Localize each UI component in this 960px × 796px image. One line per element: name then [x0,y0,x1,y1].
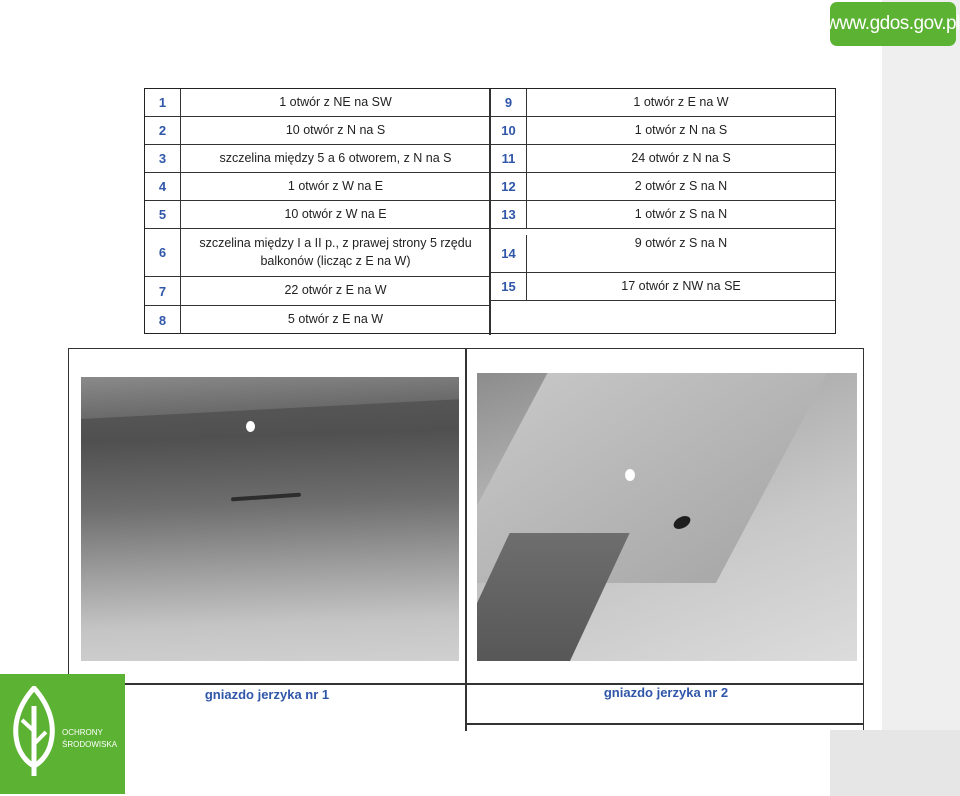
row-description: 1 otwór z S na N [634,206,728,221]
row-description: 1 otwór z E na W [633,94,729,109]
table-row [145,277,490,306]
row-description: 10 otwór z N na S [285,122,386,137]
row-description: 24 otwór z N na S [631,150,731,165]
photo-panel [68,348,864,730]
page-margin-right [882,0,960,796]
photo-crack [231,493,301,502]
table-row [145,173,490,201]
table-row [145,306,490,334]
row-number: 2 [145,117,181,144]
panel-divider [465,349,467,731]
panel-divider [465,723,863,725]
table-row [145,145,490,173]
website-url-badge[interactable]: www.gdos.gov.pl [830,2,956,46]
row-description: 2 otwór z S na N [634,178,728,193]
photo-flash-spot [625,469,635,481]
row-number: 11 [491,145,527,172]
table-row [491,89,835,117]
page-margin-bottom [830,730,960,796]
photo-ceiling [81,377,459,419]
logo-text-line2: ŚRODOWISKA [62,740,118,749]
photo-flash-spot [246,421,255,432]
row-description: 9 otwór z S na N [634,236,728,250]
row-description: 1 otwór z N na S [634,122,728,137]
table-row [491,273,835,301]
table-row [491,201,835,229]
table-row [145,201,490,229]
table-right-column [491,89,835,335]
row-description: 22 otwór z E na W [284,283,387,298]
table-row [145,229,490,277]
row-number: 1 [145,89,181,116]
row-description: 10 otwór z W na E [284,206,387,221]
gdos-logo [0,674,125,794]
nest-photo-1 [81,377,459,661]
table-row-empty [491,301,835,334]
row-description: 1 otwór z NE na SW [279,94,392,109]
row-number: 9 [491,89,527,116]
location-table [144,88,836,334]
table-row [491,173,835,201]
row-number: 8 [145,306,181,334]
row-description: 5 otwór z E na W [287,312,384,327]
logo-text-line1: OCHRONY [62,728,103,737]
leaf-icon [10,686,58,778]
row-description: szczelina między I a II p., z prawej strony 5 rzędu balkonów (licząc z E na W) [199,236,472,268]
table-row [491,117,835,145]
row-number: 7 [145,277,181,305]
table-row [491,145,835,173]
table-row [145,117,490,145]
table-row [491,229,835,273]
row-number: 12 [491,173,527,200]
row-number: 15 [491,273,527,300]
row-description: 1 otwór z W na E [287,178,384,193]
photo-edge [477,533,630,661]
row-number: 6 [145,229,181,276]
photo-caption-1: gniazdo jerzyka nr 1 [204,687,330,702]
row-description: 17 otwór z NW na SE [621,278,741,293]
row-number: 14 [491,235,527,272]
nest-photo-2 [477,373,857,661]
table-left-column [145,89,490,335]
row-number: 4 [145,173,181,200]
row-number: 13 [491,201,527,228]
row-number: 3 [145,145,181,172]
row-number: 5 [145,201,181,228]
row-description: szczelina między 5 a 6 otworem, z N na S [219,150,452,165]
row-number: 10 [491,117,527,144]
table-row [145,89,490,117]
photo-caption-2: gniazdo jerzyka nr 2 [603,685,729,700]
